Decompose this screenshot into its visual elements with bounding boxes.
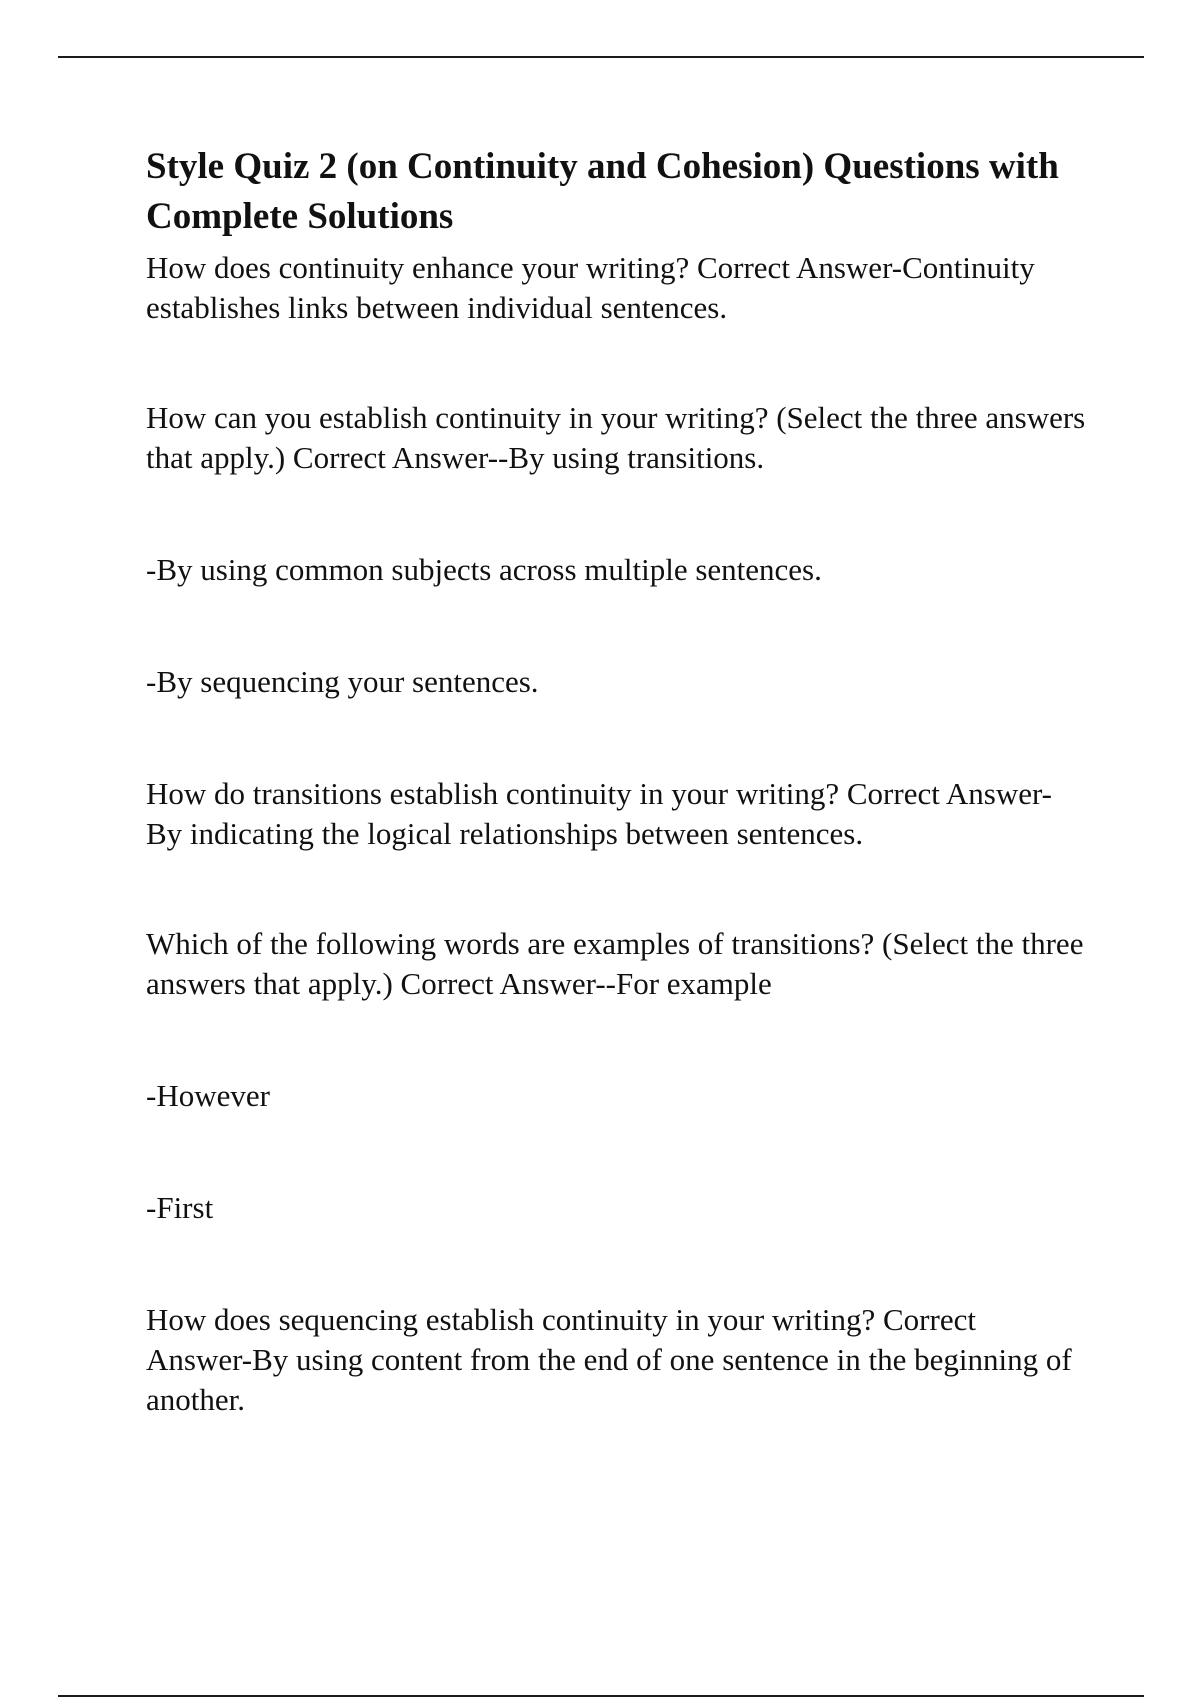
answer-item: -However bbox=[146, 1078, 270, 1113]
qa-paragraph-3: How do transitions establish continuity in your writing? Correct Answer-By indicating the logical relationships between sentences. bbox=[146, 776, 1052, 851]
top-rule bbox=[58, 56, 1144, 58]
document-body bbox=[146, 142, 1086, 1420]
document-title: Style Quiz 2 (on Continuity and Cohesion) Questions with Complete Solutions bbox=[146, 146, 1059, 237]
qa-paragraph-4: Which of the following words are examples of transitions? (Select the three answers that apply.) Correct Answer--For example bbox=[146, 926, 1084, 1001]
bottom-rule bbox=[58, 1695, 1144, 1697]
answer-item: -By using common subjects across multiple sentences. bbox=[146, 552, 822, 587]
answer-item: -By sequencing your sentences. bbox=[146, 664, 539, 699]
qa-paragraph-5: How does sequencing establish continuity in your writing? Correct Answer-By using content from the end of one sentence in the beginning of another. bbox=[146, 1302, 1072, 1417]
answer-item: -First bbox=[146, 1190, 214, 1225]
qa-paragraph-2: How can you establish continuity in your writing? (Select the three answers that apply.) Correct Answer--By using transitions. bbox=[146, 400, 1086, 475]
qa-paragraph-1: How does continuity enhance your writing? Correct Answer-Continuity establishes links between individual sentences. bbox=[146, 250, 1035, 325]
